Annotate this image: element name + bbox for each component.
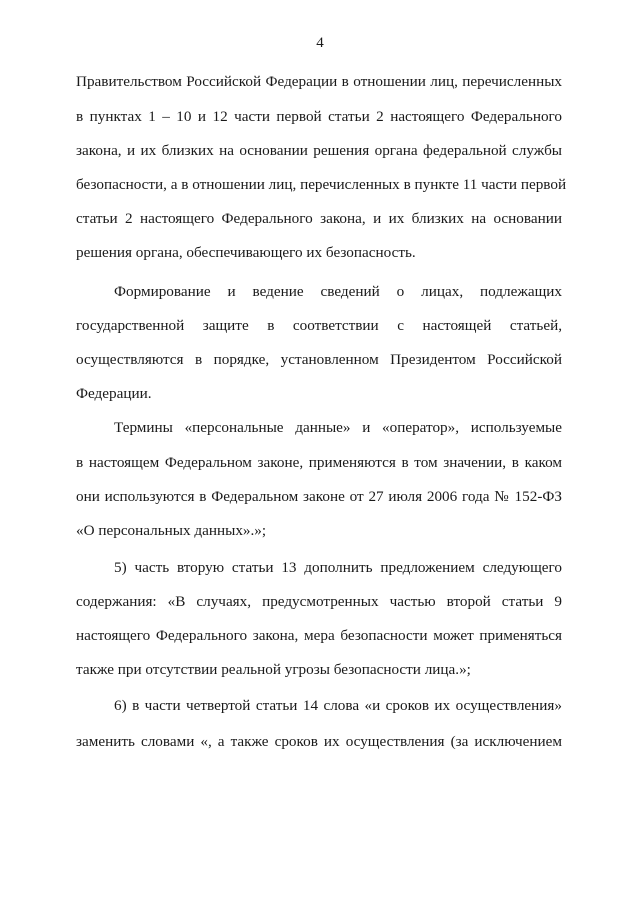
text-line: Термины «персональные данные» и «оператор», используемые — [114, 419, 562, 436]
text-line: они используются в Федеральном законе от 27 июля 2006 года № 152-ФЗ — [76, 488, 562, 505]
text-line: безопасности, а в отношении лиц, перечисленных в пункте 11 части первой — [76, 176, 567, 193]
text-line: государственной защите в соответствии с настоящей статьей, — [76, 317, 562, 334]
text-line: решения органа, обеспечивающего их безопасность. — [76, 244, 416, 261]
text-line: в пунктах 1 – 10 и 12 части первой статьи 2 настоящего Федерального — [76, 108, 562, 125]
text-line: содержания: «В случаях, предусмотренных частью второй статьи 9 — [76, 593, 562, 610]
text-line: Формирование и ведение сведений о лицах, подлежащих — [114, 283, 562, 300]
text-line: настоящего Федерального закона, мера безопасности может применяться — [76, 627, 562, 644]
text-line: «О персональных данных».»; — [76, 522, 267, 539]
page-number: 4 — [316, 35, 324, 51]
text-line: Правительством Российской Федерации в отношении лиц, перечисленных — [76, 73, 562, 90]
text-line: закона, и их близких на основании решения органа федеральной службы — [76, 142, 562, 159]
text-line: в настоящем Федеральном законе, применяются в том значении, в каком — [76, 454, 562, 471]
text-line: 6) в части четвертой статьи 14 слова «и сроков их осуществления» — [114, 697, 562, 714]
text-line: осуществляются в порядке, установленном Президентом Российской — [76, 351, 562, 368]
text-line: 5) часть вторую статьи 13 дополнить предложением следующего — [114, 559, 562, 576]
text-line: заменить словами «, а также сроков их осуществления (за исключением — [76, 733, 562, 750]
text-line: статьи 2 настоящего Федерального закона, и их близких на основании — [76, 210, 562, 227]
text-line: Федерации. — [76, 385, 152, 402]
text-line: также при отсутствии реальной угрозы безопасности лица.»; — [76, 661, 471, 678]
